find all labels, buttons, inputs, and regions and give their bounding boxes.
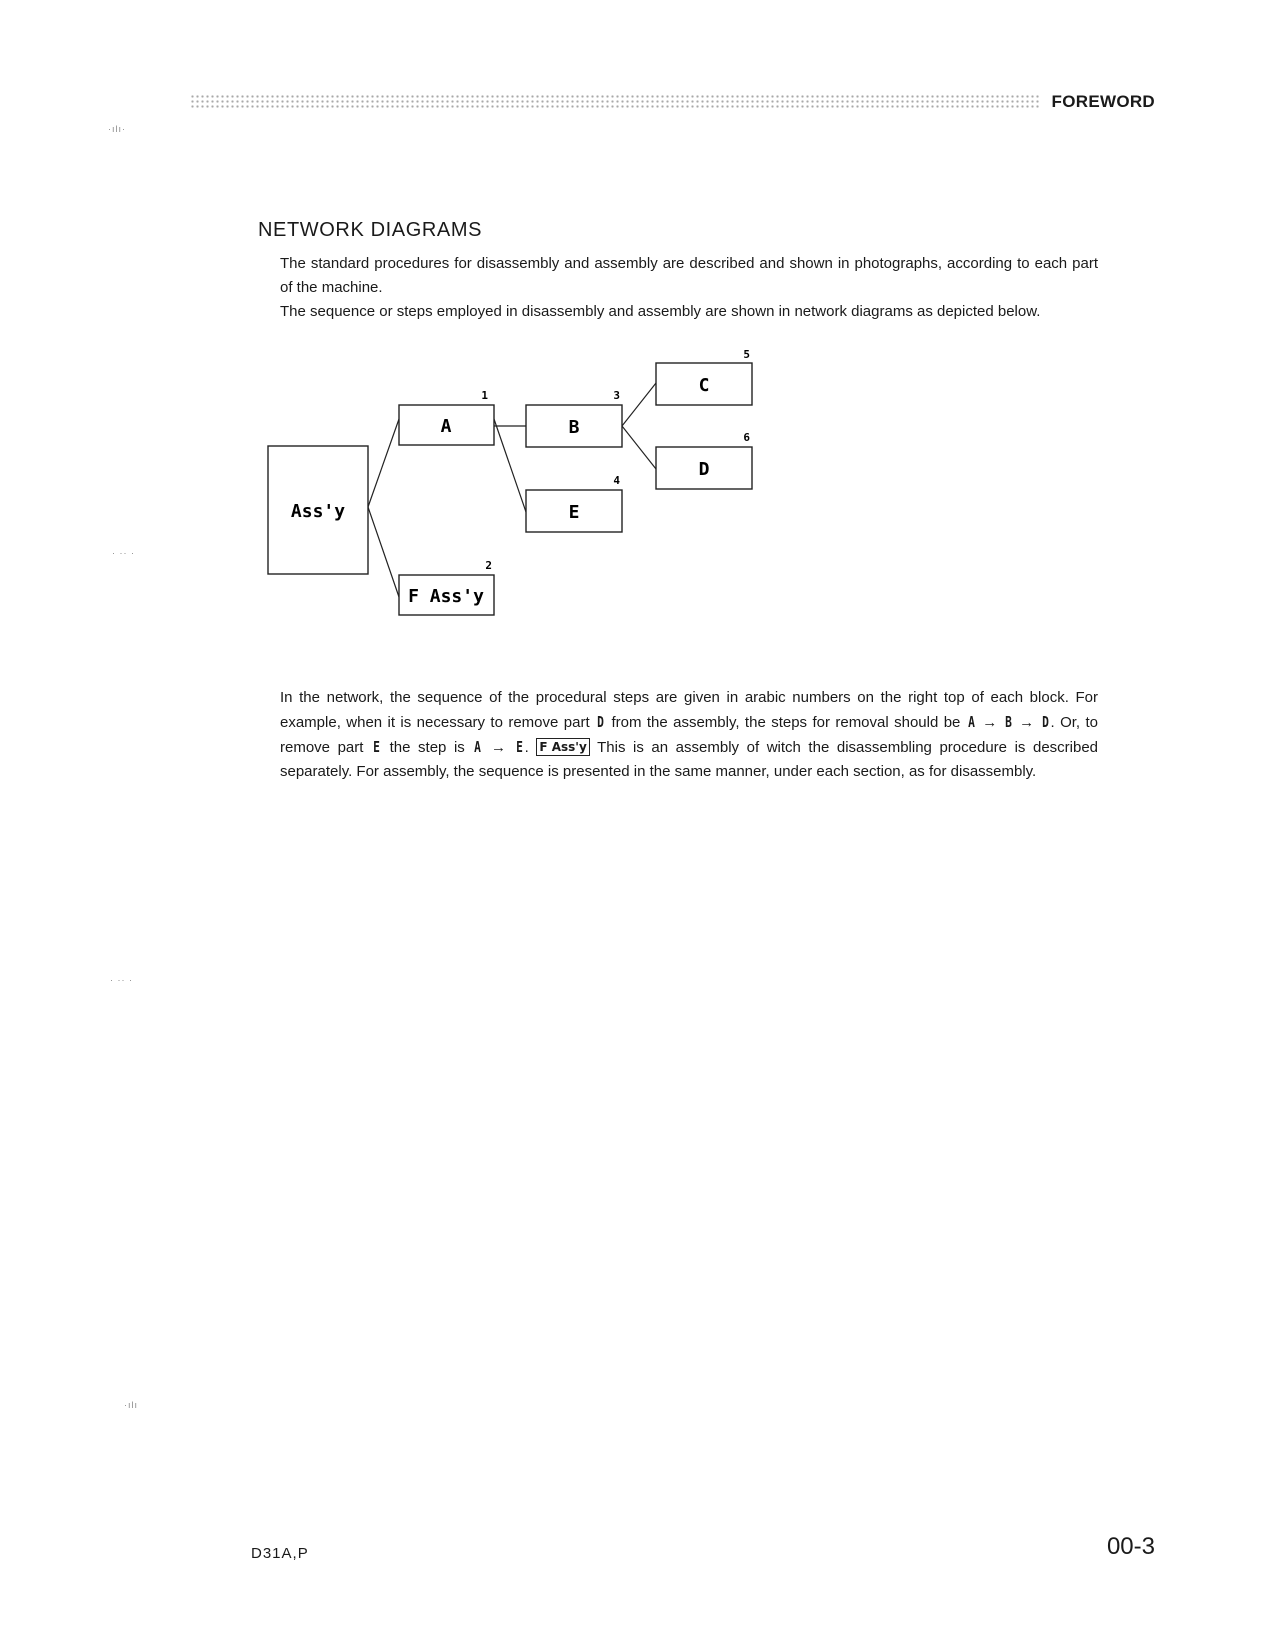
node-fassy-step: 2 bbox=[485, 559, 492, 572]
node-c bbox=[656, 348, 752, 405]
scan-speck: · ·· · bbox=[112, 548, 135, 558]
part-e-label: E bbox=[373, 738, 380, 756]
explanation-text-3: . Or, to remove part bbox=[280, 714, 1099, 756]
node-b-label: B bbox=[568, 417, 580, 438]
node-fassy-label: F Ass'y bbox=[408, 586, 484, 607]
header-dotted-rule bbox=[190, 94, 1040, 108]
node-d bbox=[656, 431, 752, 489]
edge-assy-fassy bbox=[368, 507, 399, 597]
node-c-label: C bbox=[698, 375, 710, 396]
node-e-label: E bbox=[568, 502, 580, 523]
explanation-text-5: . bbox=[524, 739, 529, 756]
header-title: FOREWORD bbox=[1051, 92, 1155, 111]
footer-model: D31A,P bbox=[251, 1545, 309, 1562]
node-a-label: A bbox=[440, 416, 452, 437]
scan-speck: ·ılı bbox=[124, 1400, 138, 1410]
sequence-a: A bbox=[967, 713, 975, 731]
sequence-e: E bbox=[515, 738, 523, 756]
arrow-1: → bbox=[982, 714, 998, 731]
scan-speck: ·ılı· bbox=[108, 124, 126, 134]
edge-assy-a bbox=[368, 419, 399, 507]
network-diagram bbox=[270, 348, 800, 655]
node-fassy bbox=[399, 559, 494, 615]
page-number: 00-3 bbox=[1106, 1533, 1155, 1560]
section-title: NETWORK DIAGRAMS bbox=[258, 219, 483, 241]
node-a-step: 1 bbox=[481, 389, 488, 402]
edge-a-e bbox=[494, 419, 526, 512]
sequence-d: D bbox=[1041, 713, 1049, 731]
arrow-2: → bbox=[1019, 714, 1035, 731]
node-d-label: D bbox=[698, 459, 710, 480]
arrow-3: → bbox=[491, 739, 506, 756]
explanation-text-2: from the assembly, the steps for removal should be bbox=[611, 714, 961, 731]
node-a bbox=[399, 389, 494, 445]
node-b bbox=[526, 389, 622, 447]
edge-b-c bbox=[622, 383, 656, 426]
explanation-text-6: This is an assembly of witch the disassembling procedure is described separately. For assembly, the sequence is presented in the same manner, under each section, as for disassembly. bbox=[280, 739, 1099, 780]
scan-speck: · ·· · bbox=[110, 975, 133, 985]
edge-b-d bbox=[622, 426, 656, 469]
node-c-step: 5 bbox=[743, 348, 750, 361]
sequence-b: B bbox=[1004, 713, 1012, 731]
node-assy-label: Ass'y bbox=[290, 501, 346, 522]
node-e-step: 4 bbox=[613, 474, 620, 487]
sequence-a2: A bbox=[474, 738, 482, 756]
part-d-label: D bbox=[597, 713, 604, 731]
intro-paragraph-2: The sequence or steps employed in disassembly and assembly are shown in network diagrams as depicted below. bbox=[280, 303, 1041, 320]
node-e bbox=[526, 474, 622, 532]
fassy-inline-box: F Ass'y bbox=[536, 738, 589, 756]
node-assy bbox=[268, 446, 368, 574]
explanation-text-1: In the network, the sequence of the procedural steps are given in arabic numbers on the right top of each block. For example, when it is necessary to remove part bbox=[280, 689, 1098, 731]
node-b-step: 3 bbox=[613, 389, 620, 402]
explanation-paragraph bbox=[280, 686, 1098, 784]
node-d-step: 6 bbox=[743, 431, 750, 444]
intro-paragraph-1: The standard procedures for disassembly and assembly are described and shown in photographs, according to each part of the machine. bbox=[280, 255, 1098, 296]
explanation-text-4: the step is bbox=[389, 739, 465, 756]
